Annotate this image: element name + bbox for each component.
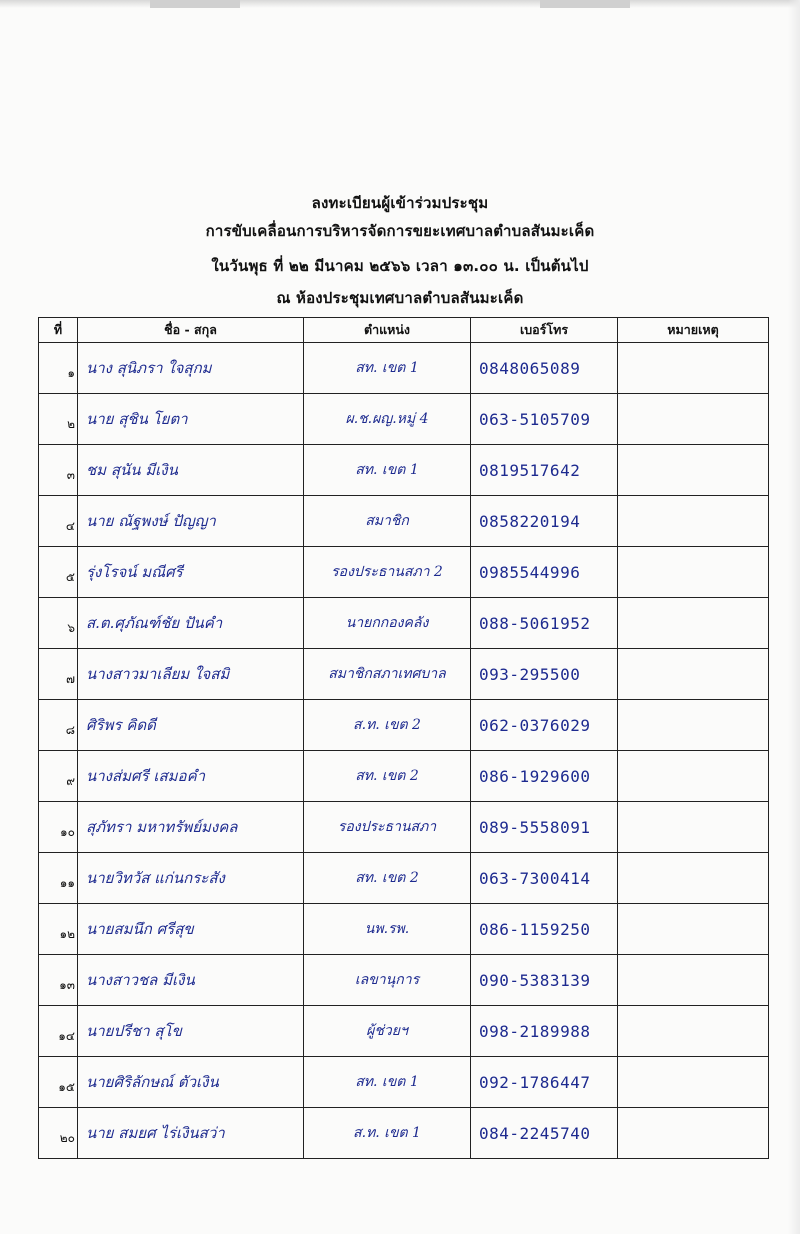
attendee-remark <box>618 496 769 547</box>
attendee-phone: 090-5383139 <box>479 970 591 990</box>
table-row <box>39 598 769 649</box>
table-row <box>39 394 769 445</box>
attendee-phone: 0985544996 <box>479 562 581 582</box>
attendee-remark <box>618 751 769 802</box>
page-edge <box>788 0 800 1234</box>
row-number: ๕ <box>39 547 78 598</box>
attendee-name: นายสมนึก ศรีสุข <box>86 920 194 938</box>
column-header-remark: หมายเหตุ <box>618 318 769 343</box>
attendee-phone: 0858220194 <box>479 511 581 531</box>
meeting-date: ในวันพุธ ที่ ๒๒ มีนาคม ๒๕๖๖ เวลา ๑๓.๐๐ น. เป็นต้นไป <box>211 257 589 275</box>
column-header-phone: เบอร์โทร <box>471 318 618 343</box>
attendee-name: นางส่มศรี เสมอคำ <box>86 767 206 785</box>
attendee-position: สท. เขต 1 <box>355 462 419 478</box>
row-number: ๑ <box>39 343 78 394</box>
attendee-name: รุ่งโรจน์ มณีศรี <box>86 563 183 581</box>
table-row <box>39 343 769 394</box>
attendee-remark <box>618 853 769 904</box>
row-number: ๑๓ <box>39 955 78 1006</box>
meeting-location: ณ ห้องประชุมเทศบาลตำบลสันมะเค็ด <box>276 289 524 307</box>
attendee-name: นางสาวชล มีเงิน <box>86 971 195 989</box>
table-row <box>39 904 769 955</box>
attendance-table <box>38 317 769 1159</box>
table-row <box>39 802 769 853</box>
attendee-phone: 098-2189988 <box>479 1021 591 1041</box>
attendee-remark <box>618 1006 769 1057</box>
row-number: ๑๕ <box>39 1057 78 1108</box>
attendee-position: สท. เขต 2 <box>355 768 419 784</box>
row-number: ๓ <box>39 445 78 496</box>
attendee-position: ส.ท. เขต 2 <box>353 717 421 733</box>
attendee-position: นพ.รพ. <box>364 921 410 937</box>
table-row <box>39 496 769 547</box>
attendee-remark <box>618 700 769 751</box>
table-row <box>39 649 769 700</box>
table-row <box>39 751 769 802</box>
attendee-phone: 089-5558091 <box>479 817 591 837</box>
attendee-name: นายวิทวัส แก่นกระสัง <box>86 869 225 887</box>
attendee-phone: 084-2245740 <box>479 1123 591 1143</box>
attendee-remark <box>618 802 769 853</box>
table-row <box>39 853 769 904</box>
attendee-name: นางสาวมาเลียม ใจสมิ <box>86 665 230 683</box>
attendee-position: สท. เขต 1 <box>355 1074 419 1090</box>
attendee-phone: 0819517642 <box>479 460 581 480</box>
attendee-remark <box>618 1057 769 1108</box>
attendee-position: ผู้ช่วยฯ <box>366 1023 408 1039</box>
column-header-name: ชื่อ - สกุล <box>78 318 304 343</box>
attendee-phone: 063-7300414 <box>479 868 591 888</box>
attendee-name: ชม สุนัน มีเงิน <box>86 461 178 479</box>
attendee-remark <box>618 394 769 445</box>
attendee-position: ผ.ช.ผญ.หมู่ 4 <box>345 411 429 427</box>
attendee-phone: 062-0376029 <box>479 715 591 735</box>
attendee-position: สมาชิก <box>365 513 409 529</box>
table-row <box>39 955 769 1006</box>
table-row <box>39 547 769 598</box>
attendee-remark <box>618 649 769 700</box>
attendee-phone: 088-5061952 <box>479 613 591 633</box>
row-number: ๑๒ <box>39 904 78 955</box>
column-header-position: ตำแหน่ง <box>304 318 471 343</box>
paper-mark <box>540 0 630 8</box>
attendee-name: นาย สุชิน โยตา <box>86 410 188 428</box>
row-number: ๗ <box>39 649 78 700</box>
attendee-phone: 086-1159250 <box>479 919 591 939</box>
row-number: ๙ <box>39 751 78 802</box>
table-row <box>39 445 769 496</box>
attendee-name: ศิริพร คิดดี <box>86 716 156 734</box>
attendee-position: สท. เขต 2 <box>355 870 419 886</box>
attendee-name: นาย สมยศ ไร่เงินสว่า <box>86 1124 225 1142</box>
attendee-remark <box>618 904 769 955</box>
attendee-phone: 093-295500 <box>479 664 581 684</box>
table-header-row <box>39 318 769 343</box>
attendee-phone: 063-5105709 <box>479 409 591 429</box>
attendee-name: สุภัทรา มหาทรัพย์มงคล <box>86 818 238 836</box>
attendee-phone: 086-1929600 <box>479 766 591 786</box>
attendee-position: รองประธานสภา 2 <box>331 564 443 580</box>
paper-mark <box>150 0 240 8</box>
attendee-position: ส.ท. เขต 1 <box>353 1125 421 1141</box>
row-number: ๔ <box>39 496 78 547</box>
attendee-remark <box>618 1108 769 1159</box>
row-number: ๑๑ <box>39 853 78 904</box>
attendee-remark <box>618 343 769 394</box>
attendee-position: สท. เขต 1 <box>355 360 419 376</box>
attendee-phone: 0848065089 <box>479 358 581 378</box>
attendee-name: นายศิริลักษณ์ ตัวเงิน <box>86 1073 219 1091</box>
attendee-name: ส.ต.ศุภัณฑ์ชัย ปันคำ <box>86 614 223 632</box>
table-row <box>39 1006 769 1057</box>
attendee-name: นาย ณัฐพงษ์ ปัญญา <box>86 512 216 530</box>
attendee-remark <box>618 955 769 1006</box>
attendee-position: รองประธานสภา <box>337 819 437 835</box>
row-number: ๘ <box>39 700 78 751</box>
attendee-name: นาง สุนิภรา ใจสุกม <box>86 359 212 377</box>
row-number: ๖ <box>39 598 78 649</box>
attendee-remark <box>618 598 769 649</box>
page-top-shadow <box>0 0 800 8</box>
attendee-position: นายกกองคลัง <box>345 615 429 631</box>
attendee-position: เลขานุการ <box>354 972 420 988</box>
attendee-remark <box>618 445 769 496</box>
table-row <box>39 1108 769 1159</box>
table-row <box>39 1057 769 1108</box>
attendee-remark <box>618 547 769 598</box>
document-subtitle: การขับเคลื่อนการบริหารจัดการขยะเทศบาลตำบลสันมะเค็ด <box>205 222 595 240</box>
row-number: ๒ <box>39 394 78 445</box>
document-title: ลงทะเบียนผู้เข้าร่วมประชุม <box>311 194 489 212</box>
attendee-position: สมาชิกสภาเทศบาล <box>328 666 446 682</box>
row-number: ๑๐ <box>39 802 78 853</box>
table-row <box>39 700 769 751</box>
attendee-name: นายปรีชา สุโข <box>86 1022 182 1040</box>
attendee-phone: 092-1786447 <box>479 1072 591 1092</box>
column-header-no: ที่ <box>39 318 78 343</box>
row-number: ๒๐ <box>39 1108 78 1159</box>
row-number: ๑๔ <box>39 1006 78 1057</box>
